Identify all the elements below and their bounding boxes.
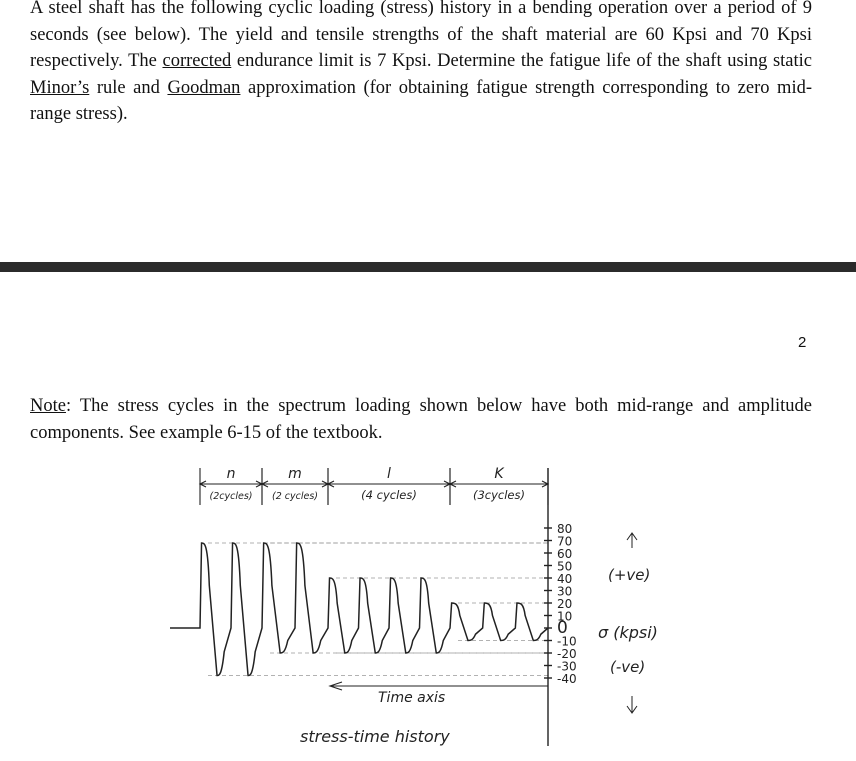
note-paragraph xyxy=(30,393,812,446)
segment-cycles: (3cycles) xyxy=(472,488,526,502)
problem-text-segment: Minor’s xyxy=(30,77,90,98)
axis-tick-label: -20 xyxy=(557,647,577,661)
axis-tick-label: 50 xyxy=(557,559,573,574)
axis-tick-label: 0 xyxy=(557,618,568,638)
segment-cycles: (2cycles) xyxy=(209,491,253,502)
axis-tick-label: -40 xyxy=(557,672,577,686)
note-label: Note xyxy=(30,396,66,416)
problem-statement xyxy=(30,0,812,128)
axis-tick-label: 40 xyxy=(557,572,573,586)
diagram-caption: stress-time history xyxy=(300,727,450,746)
problem-text-segment: corrected xyxy=(162,51,232,71)
axis-tick-label: -10 xyxy=(557,634,577,649)
stress-time-diagram xyxy=(0,450,856,755)
problem-text-segment: approximation (for obtaining fatigue strength corresponding to zero mid-range stress). xyxy=(30,77,813,124)
problem-text-segment: Goodman xyxy=(167,77,241,98)
page-number: 2 xyxy=(798,334,807,351)
stress-waveform xyxy=(170,543,548,676)
negative-label: (-ve) xyxy=(610,658,646,676)
axis-tick-label: 70 xyxy=(557,534,573,549)
segment-letter: l xyxy=(387,466,391,482)
axis-tick-label: -30 xyxy=(557,659,577,674)
positive-label: (+ve) xyxy=(608,566,651,584)
axis-tick-label: 60 xyxy=(557,547,573,561)
problem-text-segment: rule and xyxy=(89,77,168,98)
segment-letter: n xyxy=(226,466,236,482)
time-axis-label: Time axis xyxy=(378,690,446,706)
axis-tick-label: 30 xyxy=(557,584,573,599)
axis-tick-label: 20 xyxy=(557,597,573,611)
note-text: : The stress cycles in the spectrum loading shown below have both mid-range and amplitude components. See example 6-15 of the textbook. xyxy=(30,396,812,443)
segment-letter: m xyxy=(288,466,302,482)
axis-tick-label: 10 xyxy=(557,609,573,624)
stress-label: σ (kpsi) xyxy=(598,623,658,642)
segment-letter: K xyxy=(494,466,504,482)
problem-text-segment: A steel shaft has the following cyclic loading (stress) history in a bending operation over a period of 9 seconds (see below). The yield and tensile strengths of the shaft material are 60 Kpsi and 70 Kpsi respectively. The xyxy=(30,0,812,71)
segment-cycles: (4 cycles) xyxy=(361,488,417,502)
axis-tick-label: 80 xyxy=(557,522,573,536)
problem-text-segment: endurance limit is 7 Kpsi. Determine the fatigue life of the shaft using static xyxy=(231,51,812,71)
segment-cycles: (2 cycles) xyxy=(272,491,318,502)
page-divider xyxy=(0,262,856,272)
